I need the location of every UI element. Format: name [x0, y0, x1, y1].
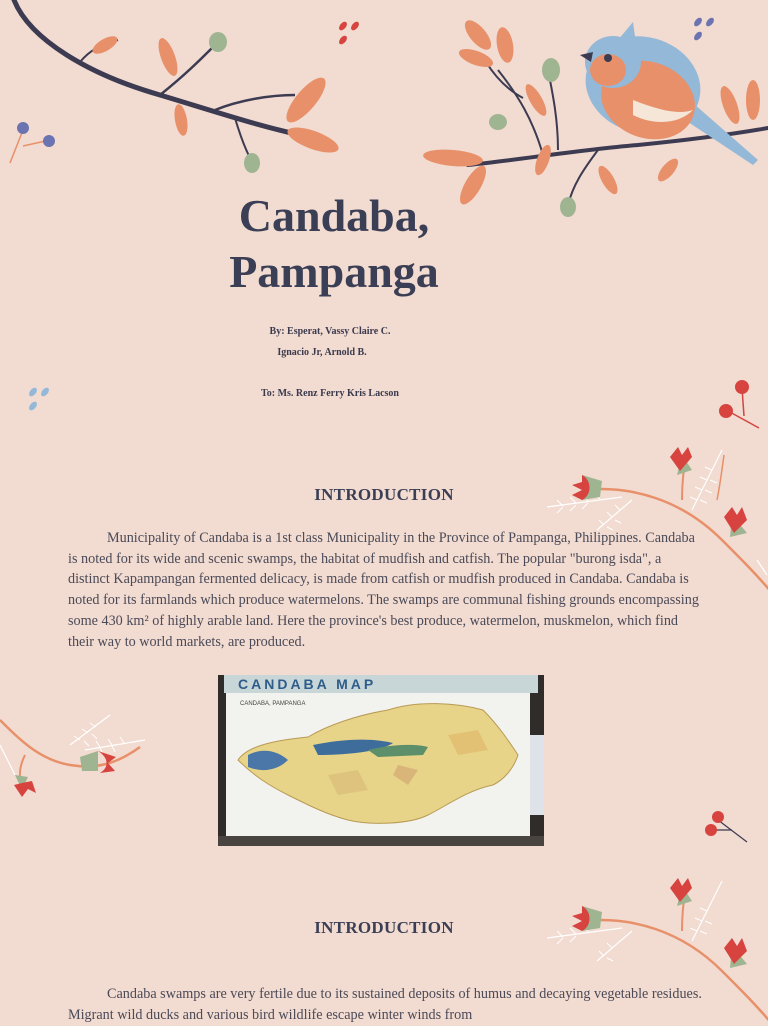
introduction-paragraph: Municipality of Candaba is a 1st class Municipality in the Province of Pampanga, Philippines. Candaba is noted for its wide and scenic swamps, the habitat of mudfish and catfish. The popular "burong isda", a distinct Kapampangan fermented delicacy, is made from catfish or mudfish produced in Candaba. Candaba is noted for its farmlands which produce watermelons. The swamps are communal fishing grounds encompassing some 430 km² of highly arable land. Here the province's best produce, watermelon, muskmelon, which find their way to world markets, are produced. — [68, 530, 699, 650]
blue-drops-decoration — [26, 384, 56, 414]
recipient-credit: To: Ms. Renz Ferry Kris Lacson — [261, 388, 399, 399]
map-sign-text: CANDABA MAP — [238, 676, 377, 692]
title-line-1: Candaba, — [238, 190, 430, 241]
red-berry-sprig-lower-decoration — [702, 808, 752, 848]
section-heading-introduction: INTRODUCTION — [314, 485, 454, 504]
author-credit: By: Esperat, Vassy Claire C. — [269, 326, 391, 337]
introduction-paragraph-2: Candaba swamps are very fertile due to its sustained deposits of humus and decaying vegetable residues. Migrant wild ducks and various bird wildlife escape winter winds from — [68, 986, 702, 1023]
candaba-map-photo — [218, 675, 544, 846]
page-title — [0, 188, 668, 300]
map-label: CANDABA, PAMPANGA — [240, 701, 306, 707]
author-credit-2: Ignacio Jr, Arnold B. — [277, 347, 367, 358]
red-dots-decoration — [335, 18, 365, 48]
title-line-2: Pampanga — [229, 246, 439, 297]
blue-berry-sprig-decoration — [5, 118, 65, 168]
left-flower-branch-decoration — [0, 705, 150, 805]
section-heading-introduction-2: INTRODUCTION — [314, 918, 454, 937]
red-berry-sprig-decoration — [714, 376, 764, 431]
